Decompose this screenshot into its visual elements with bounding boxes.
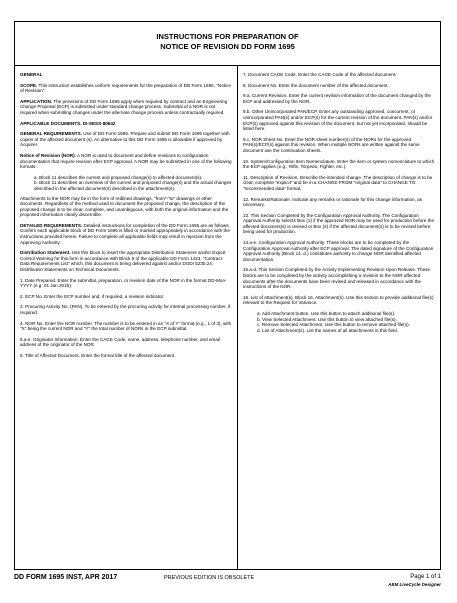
instruction-item-9a: 9.a. Current Revision. Enter the current revision information of the document changed by the ECP and addressed by the NOR. [243, 93, 431, 104]
instruction-item-16: 16. List of Attachment(s). Block 16. Attachment(s). Use this section to provide additional file(s) relevant to the Request for Variance. [243, 294, 434, 306]
attachment-action-a: a. Add Attachment button. Use this button to attach additional file(s). [257, 311, 396, 316]
instruction-item-10: 10. System/Configuration Item Nomenclature. Enter the item or system nomenclature to which the ECP applies (e.g., Rifle, Torpedo, Fighter, etc.). [243, 158, 435, 170]
instruction-item-15: 15.a-d. This Section Completed by the Activity Implementing Revision Upon Release. These blocks are to be completed by the activity accomplishing a revision to the NOR affected documents after the documents have been revised and released in accordance with the instructions of the NOR. [243, 267, 430, 290]
page-number: Page 1 of 1 [410, 574, 441, 580]
attachment-action-d: d. List of Attachment(s). List the names of all attachments in this field. [257, 327, 398, 333]
left-column [15, 66, 238, 569]
general-requirements-paragraph [20, 131, 232, 148]
instruction-item-3: 3. Procuring Activity No. (PAN). To be entered by the procuring activity for internal processing number, if required. [20, 304, 231, 315]
instruction-item-8: 8. Document No. Enter the document number of the affected document. [243, 82, 389, 88]
general-requirements-text: Use of DD Form 1695. Prepare and submit DD Form 1695 together with copies of the affected document (s). An alternative to this DD Form 1695 is allowable if approved by Acquirer. [20, 131, 230, 148]
scope-text: This instruction establishes uniform requirements for the preparation of DD Form 1695, "Notice of Revision". [20, 82, 231, 94]
instruction-item-9b: 9.b. Other Unincorporated PAN/ECP. Enter any outstanding approved, concurrent, or unincorporated PAN(s) and/or ECP(s) for the current revision of the document. PAN(s) and/or ECP(s) approved against this revision of the document, but not yet incorporated, should be listed here. [243, 109, 433, 132]
instruction-item-14: 14.a-e. Configuration Approval Authority. These blocks are to be completed by the Configuration Approval Authority after ECP approval. The dated signature of the Configuration Approval Authority (Block 14. d.) constitutes authority to change NOR identified affected documentation. [243, 240, 434, 262]
instruction-item-6: 6. Title of Affected Document. Enter the formal title of the affected document. [20, 352, 176, 358]
instruction-item-5: 5.a-e. Originator Information. Enter the CAGE Code, name, address, telephone number, and email address of the originator of the NOR. [20, 336, 220, 348]
application-text: The provisions of DD Form 1695 apply when required by contract and an Engineering Change Proposal (ECP) is submitted under standard change process. Submittal of a NOR is not required when submitting changes under the alternate change process unless contractually required. [20, 98, 228, 115]
designer-credit: AEM LiveCycle Designer [388, 582, 441, 587]
instruction-item-4: 4. NOR No. Enter the NOR number. The number is to be entered in an "X of Y" format (e.g., 1 of 3), with "X" being the current NOR and "Y" the total number of NORs in the ECP submittal. [20, 320, 232, 332]
attachments-paragraph: Attachments to the NOR may be in the form of redlined drawings, "from"-"to" drawings or other documents. Regardless of the method used to document the proposed change, the description of the proposed change is to be clear, complete, and unambiguous, with both the original information and the proposed information clearly discernible. [20, 195, 229, 218]
nor-format-b: b. Block 11 describes an overview of the current and proposed change(s) and the actual changes described in the affected document(s) described in the attachment(s). [34, 180, 232, 191]
general-requirements-label: GENERAL REQUIREMENTS. [20, 131, 82, 137]
distribution-label: Distribution Statement. [20, 250, 71, 256]
applicable-documents: APPLICABLE DOCUMENTS. DI-SESS-80642 [20, 120, 116, 126]
edition-notice: PREVIOUS EDITION IS OBSOLETE [164, 575, 255, 581]
nor-format-a: a. Block 11 describes the current and proposed change(s) to affected document(s). [34, 174, 203, 180]
attachment-actions-list [243, 311, 435, 333]
nor-label: Notice of Revision (NOR). [20, 152, 76, 158]
right-column [238, 66, 440, 569]
detailed-requirements-text: Detailed instructions for completion of the DD Form 1695 are as follows. Confirm each applicable block of DD Form 1695 is filled or marked appropriately in accordance with the instructions provided herein. Failure to complete all applicable fields may result in rejection from the Approving Authority. [20, 222, 230, 245]
attachment-action-c: c. Remove Selected Attachment. Use this button to remove attached file(s). [257, 322, 410, 328]
title-line-1: INSTRUCTIONS FOR PREPARATION OF [156, 32, 299, 41]
page-footer [14, 572, 441, 594]
instruction-item-1: 1. Date Prepared. Enter the submittal, preparation, or revision date of the NOR in the format DD-Mon-YYYY (e.g. 01 Jan 2015). [20, 277, 227, 289]
instruction-item-9c: 9.c. NOR Sheet No. Enter the NOR sheet number(s) of the NORs for the approved PAN(s)/ECP(s) against this revision. When multiple NORs are written against the same document use the continuation sheets. [243, 136, 420, 153]
nor-paragraph [20, 153, 232, 170]
instruction-item-11: 11. Description of Revision. Describe the intended change. The description of change is to be clear, complete "explicit" and be in a CHANGE FROM "original data" to CHANGE TO: "recommended data" format. [243, 174, 433, 191]
form-number: DD FORM 1695 INST, APR 2017 [14, 574, 118, 581]
general-heading: GENERAL [20, 72, 43, 77]
instruction-item-7: 7. Document CAGE Code. Enter the CAGE Code of the affected document. [243, 72, 397, 77]
scope-label: SCOPE. [20, 82, 38, 88]
instruction-item-13: 13. This Section Completed by the Configuration Approval Authority. The Configuration Approval Authority selects Box (1) if the approved NOR may be used for production before the affected document(s) is revised or Box (2) if the affected document(s) is to be revised before being used for production. [243, 212, 434, 235]
form-page [14, 21, 441, 570]
form-title [15, 22, 440, 66]
nor-format-list [20, 175, 232, 192]
distribution-text: Use this block to insert the appropriate Distribution Statement and/or Export Control Warning for this form in accordance with Block 9 of the applicable DD Form 1423, "Contract Data Requirements List" which, this document is being delivered against and/or DODI 5230.24, Distribution Statements on Technical Documents. [20, 250, 226, 273]
instruction-item-2: 2. ECP No. Enter the ECP number and, if required, a revision indicator. [20, 293, 165, 299]
attachment-action-b: b. View Selected Attachment. Use this button to view attached file(s). [257, 316, 397, 322]
distribution-paragraph [20, 250, 232, 272]
detailed-requirements-paragraph [20, 223, 232, 245]
scope-paragraph [20, 83, 232, 94]
application-label: APPLICATION. [20, 98, 53, 104]
title-line-2: NOTICE OF REVISION DD FORM 1695 [160, 42, 295, 51]
instruction-item-12: 12. Remarks/Rationale. Indicate any remarks or rationale for this change information, as necessary. [243, 196, 422, 208]
detailed-requirements-label: DETAILED REQUIREMENTS. [20, 222, 83, 228]
application-paragraph [20, 99, 232, 116]
nor-text: A NOR is used to document and define revisions to configuration documentation that require revision after ECP approval. A NOR may be submitted in one of the following formats: [20, 152, 232, 170]
